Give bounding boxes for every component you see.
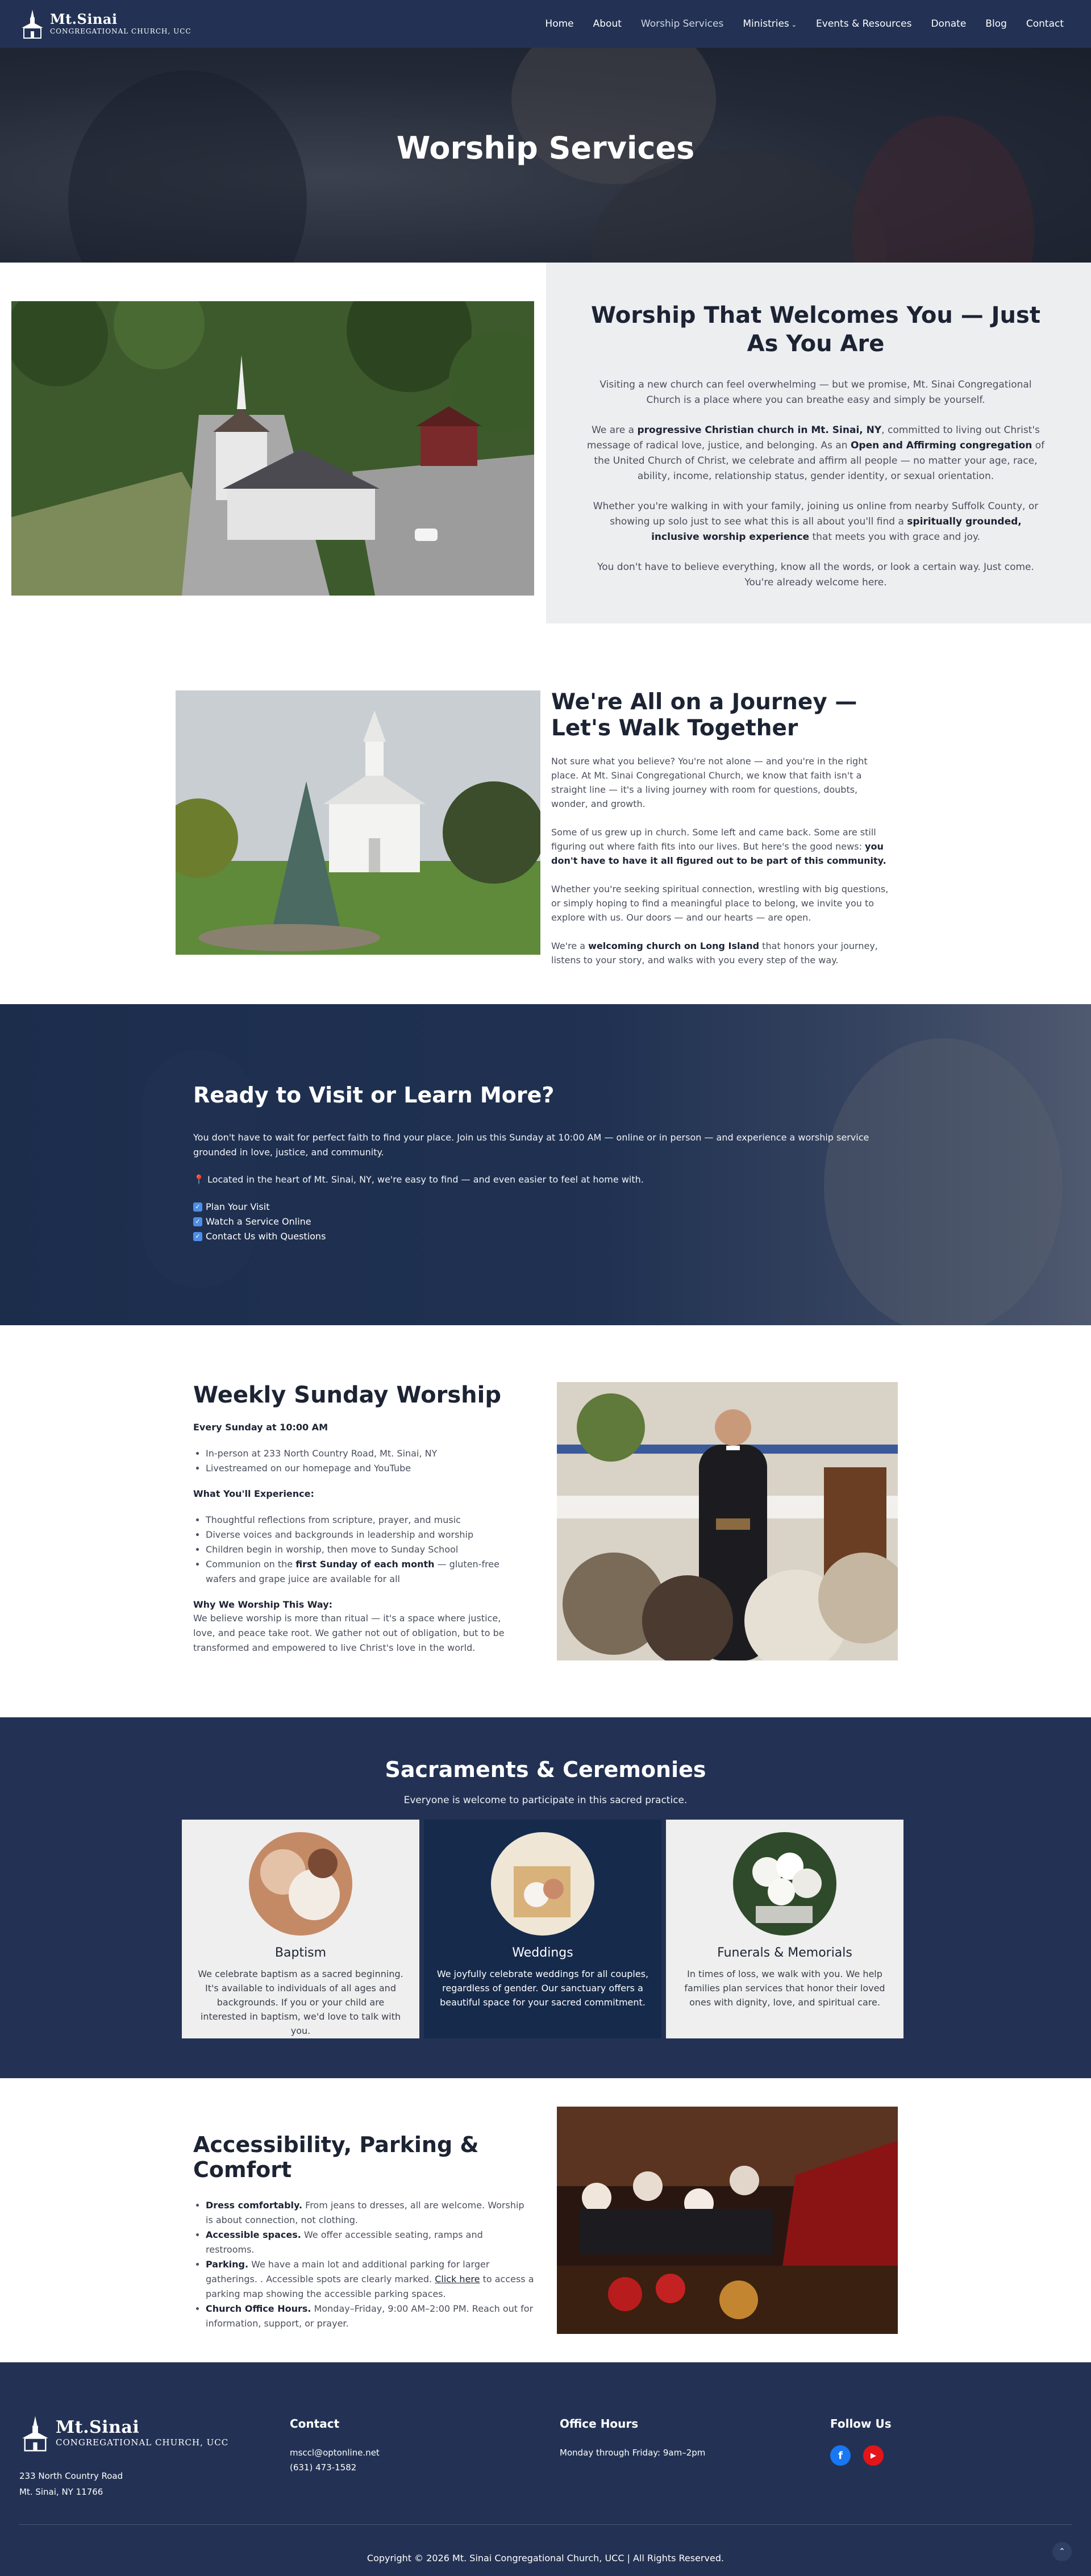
why-paragraph: We believe worship is more than ritual — it's a space where justice, love, and peace take root. We gather not out of obligation, but to be transformed and empowered to live Christ's love in the world. xyxy=(193,1613,505,1653)
footer-email[interactable]: msccl@optonline.net xyxy=(290,2448,380,2458)
text-run: of the United Church of Christ, we celebrate and affirm all people — no matter your age, race, ability, income, relationship status, gender identity, or sexual orientation. xyxy=(594,440,1045,482)
copyright: Copyright © 2026 Mt. Sinai Congregational Church, UCC | All Rights Reserved. xyxy=(367,2553,724,2563)
choir-photo xyxy=(557,2107,898,2334)
link-label: Plan Your Visit xyxy=(206,1201,270,1212)
footer-hours-text: Monday through Friday: 9am–2pm xyxy=(560,2448,706,2458)
text-run: that honors your journey, listens to your story, and walks with you every step of the way. xyxy=(551,940,878,966)
welcome-text-panel xyxy=(546,263,1091,623)
text-run: — gluten-free wafers and grape juice are available for all xyxy=(206,1559,499,1584)
text-run: Communion on the xyxy=(206,1559,296,1570)
why-title: Why We Worship This Way: xyxy=(193,1599,333,1610)
journey-paragraph xyxy=(551,939,892,967)
text-emphasis: Church Office Hours. xyxy=(206,2303,311,2314)
facebook-icon[interactable]: f xyxy=(830,2445,851,2466)
text-emphasis: welcoming church on Long Island xyxy=(588,940,760,951)
journey-heading: We're All on a Journey — Let's Walk Together xyxy=(551,689,857,741)
text-run: We offer accessible seating, ramps and restrooms. xyxy=(206,2229,483,2255)
text-emphasis: Open and Affirming congregation xyxy=(850,440,1032,451)
card-title: Baptism xyxy=(274,1946,327,1960)
address-line: 233 North Country Road xyxy=(19,2471,123,2481)
sacraments-heading: Sacraments & Ceremonies xyxy=(385,1757,706,1782)
text-emphasis: progressive Christian church in Mt. Sinai, NY xyxy=(637,425,882,436)
nav-ministries[interactable] xyxy=(743,18,797,30)
sacrament-cards xyxy=(182,1820,903,2038)
visit-heading: Ready to Visit or Learn More? xyxy=(193,1083,555,1108)
nav-about[interactable]: About xyxy=(593,18,622,30)
footer-heading: Contact xyxy=(290,2417,340,2431)
list-item: • Thoughtful reflections from scripture, prayer, and music xyxy=(206,1513,523,1528)
nav-ministries-label: Ministries xyxy=(743,18,789,30)
text-run: , committed to living out Christ's message of radical love, justice, and belonging. As an xyxy=(586,425,1040,451)
nav-worship-services[interactable]: Worship Services xyxy=(640,18,724,30)
sunday-heading: Weekly Sunday Worship xyxy=(193,1382,501,1408)
footer-heading: Office Hours xyxy=(560,2417,639,2431)
location-text: Located in the heart of Mt. Sinai, NY, we're easy to find — and even easier to feel at home with. xyxy=(207,1174,644,1185)
accessibility-text xyxy=(193,2132,534,2331)
journey-paragraph: Whether you're seeking spiritual connection, wrestling with big questions, or simply hoping to find a meaningful place to belong, we invite you to explore with us. Our doors — and our hearts — are open. xyxy=(551,884,889,923)
plan-visit-link[interactable] xyxy=(193,1200,898,1214)
chapel-photo xyxy=(176,690,540,955)
nav-blog[interactable]: Blog xyxy=(985,18,1007,30)
site-logo[interactable] xyxy=(19,9,191,39)
text-emphasis: you don't have to have it all figured out to be part of this community. xyxy=(551,841,886,866)
text-run: that meets you with grace and joy. xyxy=(809,531,980,543)
check-box-icon: ✓ xyxy=(193,1202,202,1212)
visit-content xyxy=(193,1083,898,1244)
footer-follow xyxy=(830,2417,892,2466)
list-item xyxy=(206,2257,534,2302)
text-emphasis: Parking. xyxy=(206,2259,249,2270)
text-emphasis: first Sunday of each month xyxy=(295,1559,435,1570)
sunday-time: Every Sunday at 10:00 AM xyxy=(193,1422,328,1433)
accessibility-list xyxy=(193,2198,534,2331)
footer-logo[interactable] xyxy=(19,2415,228,2452)
journey-section xyxy=(0,623,1091,1004)
welcome-section xyxy=(0,263,1091,623)
sacraments-subtitle: Everyone is welcome to participate in this sacred practice. xyxy=(403,1795,688,1806)
card-title: Funerals & Memorials xyxy=(717,1946,852,1960)
accessibility-heading: Accessibility, Parking & Comfort xyxy=(193,2132,479,2182)
text-run: Whether you're walking in with your family, joining us online from nearby Suffolk County, or showing up solo just to see what this is all about you'll find a xyxy=(593,501,1039,527)
visit-paragraph: You don't have to wait for perfect faith to find your place. Join us this Sunday at 10:00 AM — online or in person — and experience a worship service grounded in love, justice, and community. xyxy=(193,1132,869,1158)
journey-text xyxy=(551,689,892,981)
nav-events-resources[interactable]: Events & Resources xyxy=(816,18,912,30)
baptism-card xyxy=(182,1820,419,2038)
pin-icon: 📍 xyxy=(193,1174,205,1185)
text-run: Some of us grew up in church. Some left and came back. Some are still figuring out where faith fits into our lives. But here's the good news: xyxy=(551,827,876,852)
list-item xyxy=(206,1557,523,1587)
welcome-paragraph xyxy=(586,499,1046,545)
text-run: We are a xyxy=(592,425,638,436)
accessibility-section xyxy=(0,2078,1091,2362)
footer-address xyxy=(19,2468,123,2500)
where-list xyxy=(193,1446,523,1476)
logo-name: Mt.Sinai xyxy=(50,11,118,27)
experience-title: What You'll Experience: xyxy=(193,1488,314,1499)
site-header xyxy=(0,0,1091,48)
text-run: Monday–Friday, 9:00 AM–2:00 PM. Reach out for information, support, or prayer. xyxy=(206,2303,534,2329)
list-item: • Diverse voices and backgrounds in leadership and worship xyxy=(206,1528,523,1542)
logo-subtitle: CONGREGATIONAL CHURCH, UCC xyxy=(50,27,191,35)
nav-contact[interactable]: Contact xyxy=(1026,18,1064,30)
site-footer xyxy=(0,2362,1091,2576)
sacraments-section xyxy=(0,1717,1091,2078)
journey-paragraph xyxy=(551,825,892,868)
youtube-icon[interactable]: ▶ xyxy=(863,2445,884,2466)
experience-list xyxy=(193,1513,523,1587)
text-emphasis: spiritually grounded, inclusive worship experience xyxy=(651,516,1022,543)
list-item xyxy=(206,2228,534,2257)
list-item: • Children begin in worship, then move to Sunday School xyxy=(206,1542,523,1557)
main-nav xyxy=(545,18,1064,30)
footer-divider xyxy=(19,2524,1072,2525)
logo-subtitle: CONGREGATIONAL CHURCH, UCC xyxy=(56,2437,229,2448)
journey-paragraph: Not sure what you believe? You're not alone — and you're in the right place. At Mt. Sinai Congregational Church, we know that faith isn't a straight line — it's a living journey with room for questions, doubts, wonder, and growth. xyxy=(551,756,868,809)
baptism-photo xyxy=(249,1832,352,1936)
check-box-icon: ✓ xyxy=(193,1232,202,1241)
weddings-photo xyxy=(491,1832,594,1936)
list-item xyxy=(206,2198,534,2228)
text-run: We have a main lot and additional parking for larger gatherings. . Accessible spots are clearly marked. xyxy=(206,2259,490,2284)
funerals-photo xyxy=(733,1832,836,1936)
link-label: Contact Us with Questions xyxy=(206,1231,326,1242)
weddings-card xyxy=(424,1820,661,2038)
nav-donate[interactable]: Donate xyxy=(931,18,967,30)
footer-contact xyxy=(290,2417,380,2475)
contact-questions-link[interactable] xyxy=(193,1229,898,1244)
text-emphasis: Dress comfortably. xyxy=(206,2200,303,2211)
footer-phone[interactable]: (631) 473-1582 xyxy=(290,2462,357,2473)
visit-section xyxy=(0,1004,1091,1325)
church-logo-icon xyxy=(19,2415,51,2452)
funerals-card xyxy=(666,1820,903,2038)
welcome-paragraph xyxy=(586,423,1046,484)
church-aerial-photo xyxy=(11,301,534,596)
chevron-down-icon: ⌄ xyxy=(791,21,797,28)
hero-banner xyxy=(0,48,1091,263)
text-emphasis: Accessible spaces. xyxy=(206,2229,301,2240)
visit-location xyxy=(193,1172,898,1187)
pastor-photo xyxy=(557,1382,898,1661)
list-item: • Livestreamed on our homepage and YouTube xyxy=(206,1461,523,1476)
nav-home[interactable]: Home xyxy=(545,18,574,30)
sunday-worship-section xyxy=(0,1325,1091,1717)
footer-hours xyxy=(560,2417,705,2460)
list-item: • In-person at 233 North Country Road, Mt. Sinai, NY xyxy=(206,1446,523,1461)
card-text: In times of loss, we walk with you. We help families plan services that honor their loved ones with dignity, love, and spiritual care. xyxy=(684,1969,885,2008)
card-title: Weddings xyxy=(512,1946,573,1960)
text-run: We're a xyxy=(551,940,589,951)
page-title: Worship Services xyxy=(396,130,695,166)
check-box-icon: ✓ xyxy=(193,1217,202,1226)
address-line: Mt. Sinai, NY 11766 xyxy=(19,2487,103,2497)
card-text: We celebrate baptism as a sacred beginning. It's available to individuals of all ages and backgrounds. If you or your child are interested in baptism, we'd love to talk with you. xyxy=(198,1969,403,2036)
church-logo-icon xyxy=(19,9,45,39)
welcome-paragraph: Visiting a new church can feel overwhelming — but we promise, Mt. Sinai Congregational Church is a place where you can breathe easy and simply be yourself. xyxy=(599,379,1032,406)
sunday-text xyxy=(193,1382,523,1655)
text-run: From jeans to dresses, all are welcome. Worship is about connection, not clothing. xyxy=(206,2200,524,2225)
text-run: to access a parking map showing the accessible parking spaces. xyxy=(206,2274,534,2299)
parking-map-link[interactable]: Click here xyxy=(435,2274,480,2284)
welcome-heading: Worship That Welcomes You — Just As You Are xyxy=(591,302,1040,357)
footer-heading: Follow Us xyxy=(830,2417,892,2431)
logo-name: Mt.Sinai xyxy=(56,2417,140,2437)
visit-links xyxy=(193,1200,898,1244)
link-label: Watch a Service Online xyxy=(206,1216,311,1227)
card-text: We joyfully celebrate weddings for all couples, regardless of gender. Our sanctuary offers a beautiful space for your sacred commitment. xyxy=(436,1969,649,2008)
watch-online-link[interactable] xyxy=(193,1214,898,1229)
welcome-paragraph: You don't have to believe everything, know all the words, or look a certain way. Just come. You're already welcome here. xyxy=(597,561,1034,588)
social-links xyxy=(830,2445,892,2466)
chevron-up-icon[interactable]: ⌃ xyxy=(1052,2542,1072,2561)
list-item xyxy=(206,2302,534,2331)
